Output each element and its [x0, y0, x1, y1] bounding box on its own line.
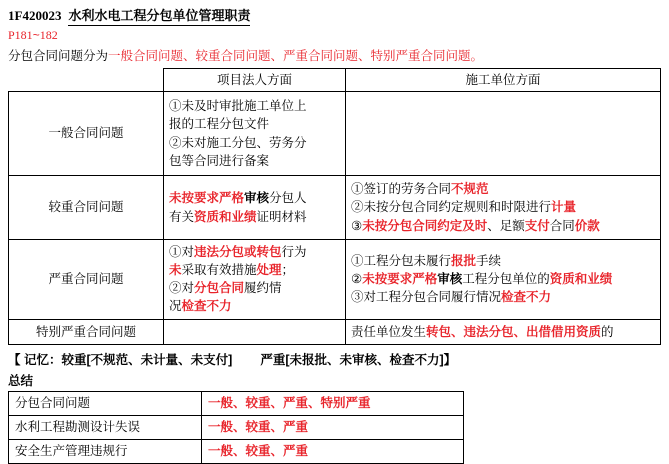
responsibility-table	[8, 68, 661, 345]
summary-key: 水利工程勘测设计失误	[9, 415, 202, 439]
section-title: 水利水电工程分包单位管理职责	[68, 5, 250, 26]
text-line: 未按要求严格审核分包人	[169, 191, 307, 206]
summary-value: 一般、较重、严重	[202, 415, 464, 439]
cell-general-contractor	[346, 92, 661, 176]
intro-items: 一般合同问题、较重合同问题、严重合同问题、特别严重合同问题。	[108, 49, 484, 63]
text-line: ②未按要求严格审核工程分包单位的资质和业绩	[351, 272, 613, 287]
text-line: ③未按分包合同约定及时、足额支付合同价款	[351, 218, 600, 233]
table-row	[9, 176, 661, 240]
text-line: ①签订的劳务合同不规范	[351, 182, 489, 197]
page-ref-tilde: ~	[32, 28, 40, 42]
text-line: ②未按分包合同约定规则和时限进行计量	[351, 200, 577, 215]
text-line: ②对分包合同履约情	[169, 281, 282, 296]
summary-label: 总结	[8, 373, 34, 388]
row-label-extra-serious: 特别严重合同问题	[9, 319, 164, 344]
summary-value: 一般、较重、严重	[202, 439, 464, 463]
text-line: 况检查不力	[169, 299, 232, 314]
cell-moderate-contractor	[346, 176, 661, 240]
row-label-moderate: 较重合同问题	[9, 176, 164, 240]
cell-moderate-owner	[164, 176, 346, 240]
text-line: 包等合同进行备案	[169, 153, 270, 168]
page-ref-suffix: 182	[39, 28, 58, 42]
text-line: 有关资质和业绩证明材料	[169, 209, 307, 224]
page-title	[0, 0, 669, 26]
page-ref-prefix: P181	[8, 28, 33, 42]
table-row	[9, 319, 661, 344]
text-line: ③对工程分包合同履行情况检查不力	[351, 290, 552, 305]
page-reference	[0, 26, 669, 44]
text-line: ②未对施工分包、劳务分	[169, 135, 307, 150]
row-label-general: 一般合同问题	[9, 92, 164, 176]
table-row	[9, 240, 661, 320]
cell-serious-owner	[164, 240, 346, 320]
table-header-row	[9, 69, 661, 92]
table-row	[9, 92, 661, 176]
text-line: 未采取有效措施处理；	[169, 263, 295, 278]
summary-value: 一般、较重、严重、特别严重	[202, 391, 464, 415]
table-row	[9, 391, 464, 415]
summary-key: 分包合同问题	[9, 391, 202, 415]
intro-lead: 分包合同问题分为	[8, 49, 109, 63]
intro-paragraph	[0, 44, 669, 68]
text-line: 责任单位发生转包、违法分包、出借借用资质的	[351, 324, 614, 339]
text-line: ①未及时审批施工单位上	[169, 99, 307, 114]
memory-part2: 严重[未报批、未审核、检查不力]】	[260, 352, 457, 367]
table-header-contractor: 施工单位方面	[346, 69, 661, 92]
cell-general-owner	[164, 92, 346, 176]
table-header-owner: 项目法人方面	[164, 69, 346, 92]
text-line: ①对违法分包或转包行为	[169, 245, 307, 259]
text-line: 报的工程分包文件	[169, 117, 270, 132]
table-header-corner	[9, 69, 164, 92]
cell-extra-serious-owner	[164, 319, 346, 344]
summary-key: 安全生产管理违规行	[9, 439, 202, 463]
table-row	[9, 439, 464, 463]
memory-part1: 【 记忆：较重[不规范、未计量、未支付]	[8, 352, 233, 367]
text-line: ①工程分包未履行报批手续	[351, 254, 502, 269]
cell-extra-serious-contractor	[346, 319, 661, 344]
table-row	[9, 415, 464, 439]
section-code: 1F420023	[8, 8, 62, 23]
row-label-serious: 严重合同问题	[9, 240, 164, 320]
cell-serious-contractor	[346, 240, 661, 320]
memory-note	[8, 350, 669, 368]
